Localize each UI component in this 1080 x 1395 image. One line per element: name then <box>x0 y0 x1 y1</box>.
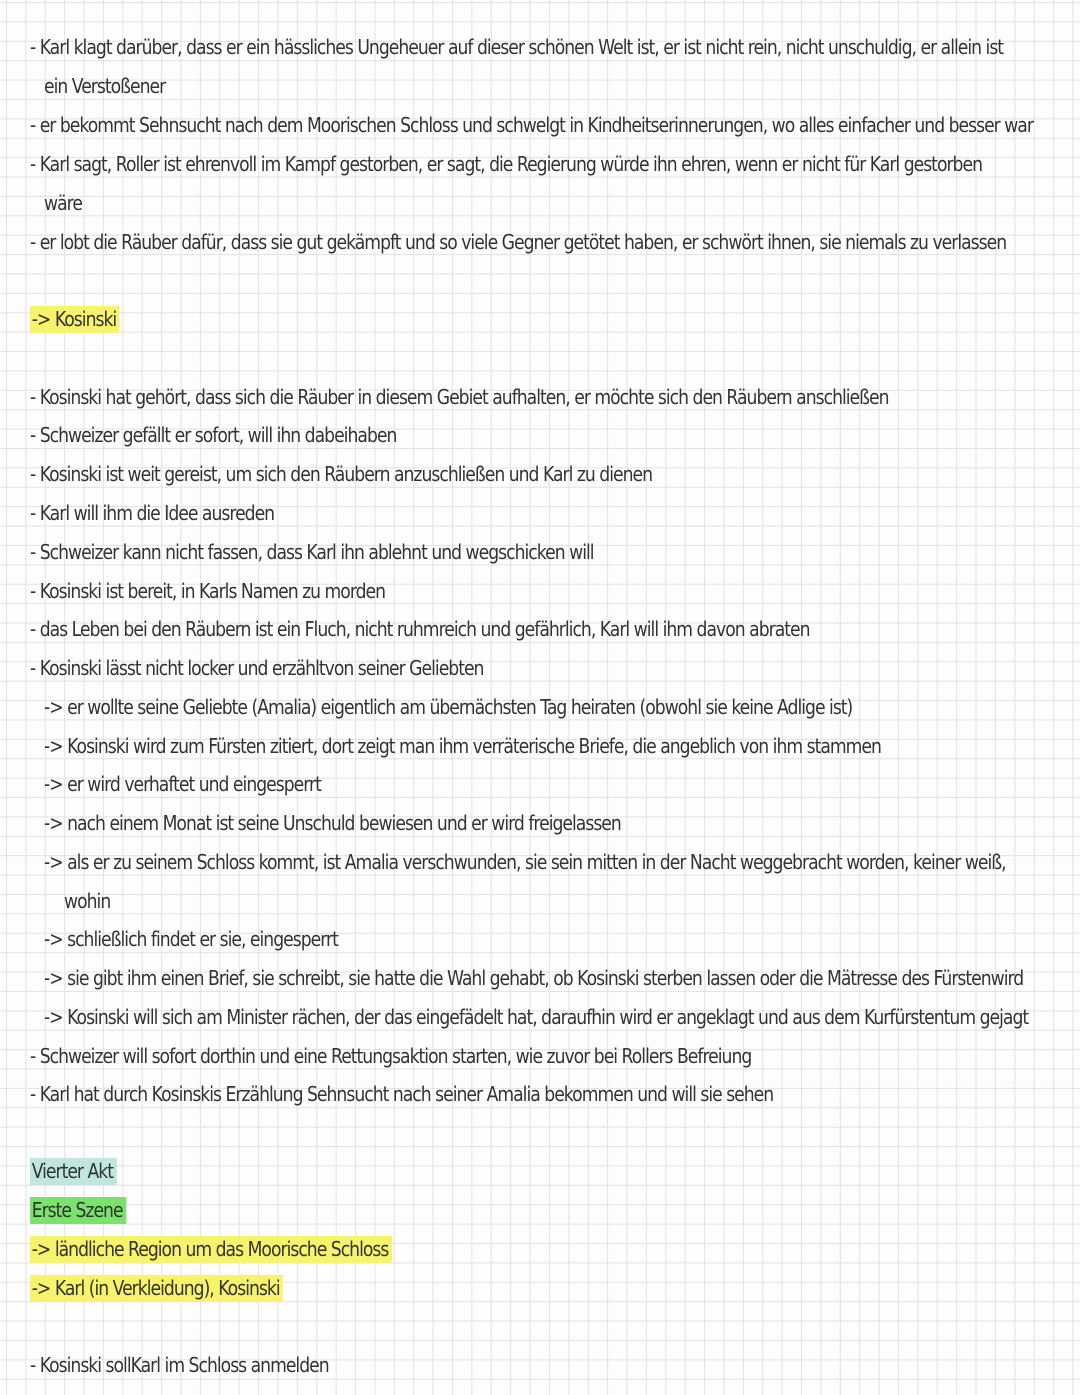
note-subpoint: -> er wollte seine Geliebte (Amalia) eigentlich am übernächsten Tag heiraten (obwohl sie keine Adlige ist) <box>44 695 853 719</box>
section-heading-kosinski <box>30 305 120 333</box>
scene-setting <box>30 1235 392 1263</box>
note-subpoint-continuation: wohin <box>64 889 111 913</box>
note-subpoint: -> nach einem Monat ist seine Unschuld bewiesen und er wird freigelassen <box>44 811 621 835</box>
note-line: - das Leben bei den Räubern ist ein Fluch, nicht ruhmreich und gefährlich, Karl will ihm davon abraten <box>30 617 810 641</box>
note-line: - Karl klagt darüber, dass er ein hässliches Ungeheuer auf dieser schönen Welt ist, er ist nicht rein, nicht unschuldig, er allein ist <box>30 35 1004 59</box>
note-line: - Karl will ihm die Idee ausreden <box>30 501 275 525</box>
highlight: -> Karl (in Verkleidung), Kosinski <box>30 1275 283 1302</box>
scene-characters <box>30 1274 283 1302</box>
note-subpoint: -> Kosinski wird zum Fürsten zitiert, dort zeigt man ihm verräterische Briefe, die angeblich von ihm stammen <box>44 734 881 758</box>
note-line: - Kosinski lässt nicht locker und erzähltvon seiner Geliebten <box>30 656 484 680</box>
note-line-continuation: wäre <box>44 191 82 215</box>
note-subpoint: -> er wird verhaftet und eingesperrt <box>44 772 321 796</box>
note-line: - Kosinski ist weit gereist, um sich den Räubern anzuschließen und Karl zu dienen <box>30 462 653 486</box>
note-subpoint: -> sie gibt ihm einen Brief, sie schreibt, sie hatte die Wahl gehabt, ob Kosinski sterben lassen oder die Mätresse des Fürstenwird <box>44 966 1024 990</box>
act-heading <box>30 1157 116 1185</box>
note-line: - Schweizer gefällt er sofort, will ihn dabeihaben <box>30 423 397 447</box>
highlight: Erste Szene <box>30 1197 126 1224</box>
note-line: - er lobt die Räuber dafür, dass sie gut gekämpft und so viele Gegner getötet haben, er schwört ihnen, sie niemals zu verlassen <box>30 230 1007 254</box>
note-line: - Schweizer kann nicht fassen, dass Karl ihn ablehnt und wegschicken will <box>30 540 594 564</box>
note-subpoint: -> als er zu seinem Schloss kommt, ist Amalia verschwunden, sie sein mitten in der Nacht weggebracht worden, keiner weiß, <box>44 850 1006 874</box>
highlight: -> Kosinski <box>30 306 120 333</box>
note-line: - Karl hat durch Kosinskis Erzählung Sehnsucht nach seiner Amalia bekommen und will sie sehen <box>30 1082 774 1106</box>
note-line: - Karl sagt, Roller ist ehrenvoll im Kampf gestorben, er sagt, die Regierung würde ihn ehren, wenn er nicht für Karl gestorben <box>30 152 982 176</box>
note-line-continuation: ein Verstoßener <box>44 74 166 98</box>
scene-heading <box>30 1196 126 1224</box>
note-subpoint: -> Kosinski will sich am Minister rächen, der das eingefädelt hat, daraufhin wird er angeklagt und aus dem Kurfürstentum gejagt <box>44 1005 1029 1029</box>
highlight: -> ländliche Region um das Moorische Schloss <box>30 1236 392 1263</box>
note-line: - er bekommt Sehnsucht nach dem Moorischen Schloss und schwelgt in Kindheitserinnerungen, wo alles einfacher und besser war <box>30 113 1033 137</box>
note-subpoint: -> schließlich findet er sie, eingesperrt <box>44 927 338 951</box>
highlight: Vierter Akt <box>30 1158 116 1185</box>
note-line: - Kosinski sollKarl im Schloss anmelden <box>30 1353 329 1377</box>
note-line: - Kosinski ist bereit, in Karls Namen zu morden <box>30 579 386 603</box>
note-line: - Schweizer will sofort dorthin und eine Rettungsaktion starten, wie zuvor bei Rollers Befreiung <box>30 1044 752 1068</box>
note-line: - Kosinski hat gehört, dass sich die Räuber in diesem Gebiet aufhalten, er möchte sich den Räubern anschließen <box>30 385 889 409</box>
